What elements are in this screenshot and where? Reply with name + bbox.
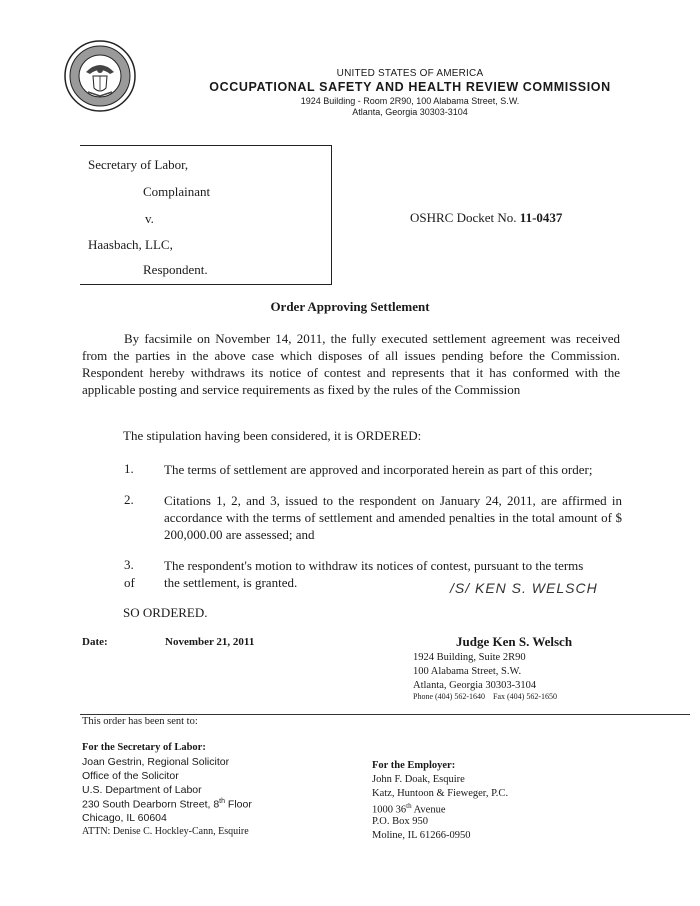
employer-line: Moline, IL 61266-0950 xyxy=(372,830,471,841)
date-label: Date: xyxy=(82,636,108,648)
secretary-attn: ATTN: Denise C. Hockley-Cann, Esquire xyxy=(82,826,249,837)
respondent-role: Respondent. xyxy=(143,262,208,277)
employer-heading: For the Employer: xyxy=(372,760,456,771)
secretary-floor-sup: th xyxy=(219,798,226,805)
secretary-line: Joan Gestrin, Regional Solicitor xyxy=(82,756,230,768)
date-value: November 21, 2011 xyxy=(165,636,255,648)
order-item3-line2: the settlement, is granted. xyxy=(164,575,298,590)
header-agency: OCCUPATIONAL SAFETY AND HEALTH REVIEW COMMISSION xyxy=(209,80,611,94)
sent-to-label: This order has been sent to: xyxy=(82,716,198,727)
judge-phone-fax: Phone (404) 562-1640 Fax (404) 562-1650 xyxy=(413,692,557,701)
complainant-role: Complainant xyxy=(143,184,211,199)
employer-street: 1000 36 xyxy=(372,804,407,816)
employer-avenue-suffix: Avenue xyxy=(411,804,446,816)
order-item3-line1: The respondent's motion to withdraw its notices of contest, pursuant to the terms xyxy=(164,558,584,573)
secretary-street: 230 South Dearborn Street, 8 xyxy=(82,798,220,811)
secretary-floor-suffix: Floor xyxy=(225,798,252,811)
employer-line: John F. Doak, Esquire xyxy=(372,774,465,785)
judge-name: Judge Ken S. Welsch xyxy=(456,634,573,649)
versus: v. xyxy=(145,211,154,226)
order-item-text: The terms of settlement are approved and incorporated herein as part of this order; xyxy=(164,462,593,477)
section-divider xyxy=(80,714,690,715)
employer-line: Katz, Huntoon & Fieweger, P.C. xyxy=(372,788,509,799)
commission-seal-icon xyxy=(64,40,136,112)
complainant-party: Secretary of Labor, xyxy=(88,157,189,172)
secretary-line: Chicago, IL 60604 xyxy=(82,812,167,824)
judge-address-line3: Atlanta, Georgia 30303-3104 xyxy=(413,680,537,691)
respondent-party: Haasbach, LLC, xyxy=(88,237,173,252)
secretary-line: Office of the Solicitor xyxy=(82,770,179,782)
header-address-line1: 1924 Building - Room 2R90, 100 Alabama Street, S.W. xyxy=(300,96,520,106)
order-item-text: Citations 1, 2, and 3, issued to the respondent on January 24, 2011, are affirmed in accordance with the terms of settlement and amended penalties in the total amount of $ 200,000.00 are assessed; and xyxy=(164,493,622,542)
order-item-number: 2. xyxy=(124,492,134,507)
secretary-heading: For the Secretary of Labor: xyxy=(82,742,206,753)
employer-line xyxy=(372,802,446,816)
secretary-line xyxy=(82,798,252,811)
order-item-number: 1. xyxy=(124,461,134,476)
employer-line: P.O. Box 950 xyxy=(372,816,429,827)
order-paragraph: By facsimile on November 14, 2011, the fully executed settlement agreement was received from the parties in the above case which disposes of all issues pending before the Commission. Respondent hereby withdraws its notice of contest and represents that it has conformed with the applicable posting and service requirements as fixed by the rules of the Commission xyxy=(82,331,620,397)
header-address-line2: Atlanta, Georgia 30303-3104 xyxy=(352,107,468,117)
order-item-number: 3. xyxy=(124,557,134,572)
stipulation-text: The stipulation having been considered, it is ORDERED: xyxy=(123,428,422,443)
so-ordered: SO ORDERED. xyxy=(123,605,208,620)
secretary-line: U.S. Department of Labor xyxy=(82,784,202,796)
docket-label: OSHRC Docket No. xyxy=(410,210,517,225)
judge-address-line2: 100 Alabama Street, S.W. xyxy=(413,666,522,677)
docket-number xyxy=(410,210,562,226)
order-title: Order Approving Settlement xyxy=(270,299,430,314)
order-item3-of: of xyxy=(124,575,135,590)
judge-signature: /S/ KEN S. WELSCH xyxy=(450,580,598,596)
docket-value: 11-0437 xyxy=(519,210,563,225)
employer-avenue-sup: th xyxy=(406,802,412,810)
judge-address-line1: 1924 Building, Suite 2R90 xyxy=(413,652,526,663)
header-country: UNITED STATES OF AMERICA xyxy=(336,68,484,79)
